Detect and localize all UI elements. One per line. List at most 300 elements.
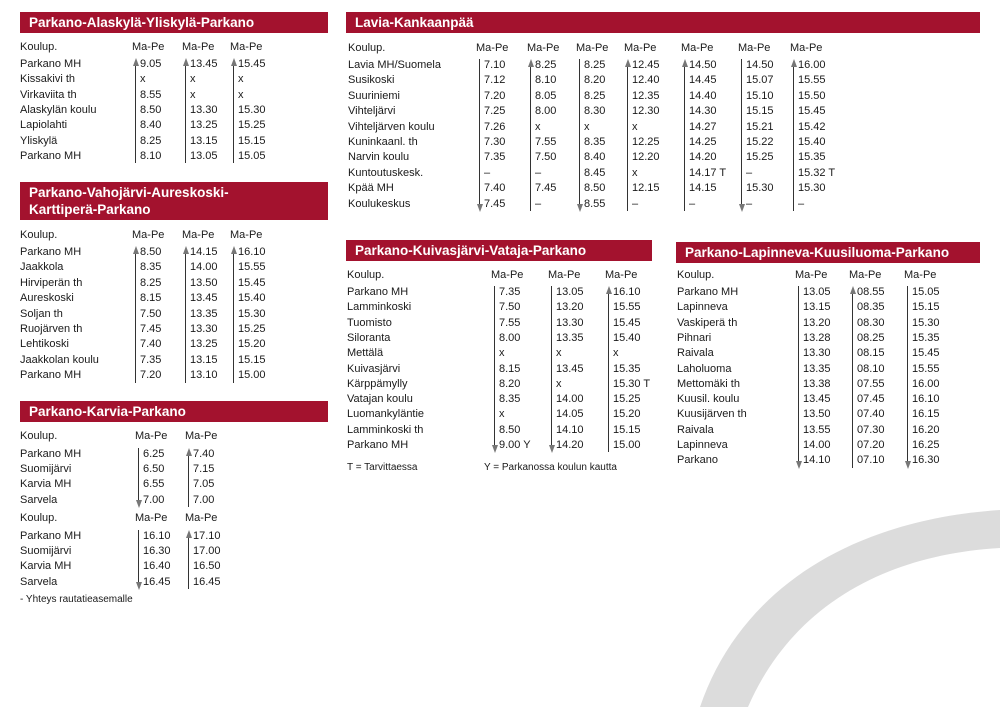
departure-time: 14.20 [689, 151, 717, 164]
departure-time: 13.50 [190, 276, 218, 289]
header-koulup: Koulup. [20, 430, 58, 442]
header-weekday: Ma-Pe [681, 42, 714, 54]
header-weekday: Ma-Pe [185, 430, 218, 442]
departure-time: 13.45 [803, 393, 831, 406]
departure-time: 08.35 [857, 301, 885, 314]
departure-time: 16.00 [912, 377, 940, 390]
departure-time: 15.15 [613, 423, 641, 436]
arrow-up-icon [682, 59, 688, 67]
departure-time: 15.50 [798, 89, 826, 102]
departure-time: 15.30 [912, 316, 940, 329]
departure-time: – [746, 166, 753, 179]
direction-line [494, 286, 495, 446]
departure-time: 16.10 [613, 286, 641, 298]
departure-time: 15.00 [238, 369, 266, 382]
header-weekday: Ma-Pe [790, 42, 823, 54]
direction-line [188, 536, 189, 589]
departure-time: 14.15 [689, 182, 717, 195]
stop-name: Karvia MH [20, 560, 72, 573]
departure-time: – [484, 166, 491, 179]
departure-time: 16.40 [143, 560, 171, 573]
direction-line [188, 454, 189, 507]
arrow-up-icon [231, 246, 237, 254]
stop-name: Lavia MH/Suomela [348, 59, 441, 71]
departure-time: 13.20 [556, 301, 584, 314]
arrow-up-icon [133, 58, 139, 66]
departure-time: 7.25 [484, 105, 506, 118]
departure-time: 7.45 [535, 182, 557, 195]
departure-time: 15.30 T [613, 377, 651, 390]
arrow-up-icon [183, 58, 189, 66]
departure-time: 16.30 [912, 454, 940, 467]
direction-line [138, 448, 139, 501]
departure-time: 8.10 [140, 149, 162, 162]
section-title: Lavia-Kankaanpää [346, 12, 980, 33]
departure-time: 07.20 [857, 439, 885, 451]
arrow-up-icon [186, 448, 192, 456]
stop-name: Parkano MH [20, 448, 82, 460]
stop-name: Mettälä [347, 347, 384, 360]
direction-line [608, 292, 609, 452]
departure-time: 8.20 [584, 74, 606, 87]
stop-name: Vatajan koulu [347, 393, 413, 406]
departure-time: 12.35 [632, 89, 660, 102]
departure-time: 8.25 [584, 59, 606, 71]
stop-name: Parkano MH [20, 58, 82, 70]
departure-time: 14.40 [689, 89, 717, 102]
stop-name: Jaakkolan koulu [20, 353, 99, 366]
departure-time: 07.40 [857, 408, 885, 421]
departure-time: 16.20 [912, 423, 940, 436]
legend-koulun-kautta: Y = Parkanossa koulun kautta [484, 462, 617, 473]
section-title [20, 182, 328, 220]
stop-name: Virkaviita th [20, 88, 77, 101]
departure-time: 13.05 [190, 149, 218, 162]
stop-name: Mettomäki th [677, 377, 740, 390]
header-weekday: Ma-Pe [185, 512, 218, 524]
departure-time: 9.05 [140, 58, 162, 70]
departure-time: 08.10 [857, 362, 885, 375]
departure-time: 8.25 [140, 276, 162, 289]
arrow-down-icon [739, 204, 745, 212]
departure-time: 16.15 [912, 408, 940, 421]
departure-time: 13.15 [803, 301, 831, 314]
stop-name: Parkano MH [347, 286, 409, 298]
stop-name: Raivala [677, 423, 714, 436]
departure-time: 8.20 [499, 377, 521, 390]
departure-time: 08.55 [857, 286, 885, 298]
stop-name: Kuninkaanl. th [348, 136, 418, 148]
stop-name: Vaskiperä th [677, 316, 738, 329]
departure-time: 15.25 [746, 151, 774, 164]
departure-time: 15.30 [238, 307, 266, 320]
departure-time: 13.35 [556, 331, 584, 344]
direction-line [479, 59, 480, 205]
departure-time: 14.10 [556, 423, 584, 436]
departure-time: 6.50 [143, 463, 165, 476]
departure-time: 08.15 [857, 347, 885, 360]
stop-name: Kuusil. koulu [677, 393, 740, 406]
departure-time: 14.27 [689, 120, 717, 133]
departure-time: x [584, 120, 590, 133]
departure-time: x [632, 120, 638, 133]
departure-time: 13.38 [803, 377, 831, 390]
departure-time: 8.55 [140, 88, 162, 101]
header-weekday: Ma-Pe [904, 269, 937, 281]
departure-time: 8.35 [499, 393, 521, 406]
header-weekday: Ma-Pe [576, 42, 609, 54]
departure-time: x [556, 377, 562, 390]
departure-time: 15.55 [912, 362, 940, 375]
header-weekday: Ma-Pe [849, 269, 882, 281]
stop-name: Koulukeskus [348, 197, 411, 210]
departure-time: 16.45 [193, 575, 221, 588]
stop-name: Sarvela [20, 493, 58, 506]
departure-time: 15.35 [912, 331, 940, 344]
departure-time: 15.45 [798, 105, 826, 118]
departure-time: 15.45 [912, 347, 940, 360]
arrow-down-icon [577, 204, 583, 212]
header-koulup: Koulup. [677, 269, 715, 281]
departure-time: 14.20 [556, 439, 584, 451]
header-weekday: Ma-Pe [795, 269, 828, 281]
direction-line [135, 64, 136, 163]
departure-time: 16.45 [143, 575, 171, 588]
departure-time: 8.10 [535, 74, 557, 87]
departure-time: 15.35 [798, 151, 826, 164]
stop-name: Parkano MH [677, 286, 739, 298]
section-title-line-1: Parkano-Vahojärvi-Aureskoski- [29, 185, 229, 200]
stop-name: Kärppämylly [347, 377, 408, 390]
departure-time: 13.35 [803, 362, 831, 375]
departure-time: – [689, 197, 696, 210]
stop-name: Vihteljärvi [348, 105, 396, 118]
departure-time: – [535, 166, 542, 179]
arrow-up-icon [186, 530, 192, 538]
direction-line [135, 252, 136, 383]
departure-time: x [499, 408, 505, 421]
arrow-down-icon [905, 461, 911, 469]
departure-time: 08.30 [857, 316, 885, 329]
stop-name: Parkano [677, 454, 718, 467]
departure-time: 14.17 T [689, 166, 727, 179]
departure-time: 13.50 [803, 408, 831, 421]
departure-time: 15.25 [613, 393, 641, 406]
direction-line [684, 65, 685, 211]
departure-time: 15.00 [613, 439, 641, 451]
departure-time: 8.50 [140, 246, 162, 258]
departure-time: 8.15 [499, 362, 521, 375]
departure-time: x [535, 120, 541, 133]
stop-name: Aureskoski [20, 292, 74, 305]
departure-time: x [632, 166, 638, 179]
direction-line [798, 286, 799, 462]
departure-time: 7.12 [484, 74, 506, 87]
departure-time: 7.50 [535, 151, 557, 164]
departure-time: 12.40 [632, 74, 660, 87]
departure-time: 8.35 [140, 261, 162, 274]
timetable-parkano-lapinneva [676, 242, 980, 263]
departure-time: 14.45 [689, 74, 717, 87]
legend-tarvittaessa: T = Tarvittaessa [347, 462, 418, 473]
arrow-up-icon [606, 286, 612, 294]
timetable-parkano-kuivasjarvi [346, 240, 652, 261]
departure-time: 07.30 [857, 423, 885, 436]
departure-time: 7.00 [193, 493, 215, 506]
header-weekday: Ma-Pe [548, 269, 581, 281]
header-weekday: Ma-Pe [230, 229, 263, 241]
departure-time: 8.40 [140, 119, 162, 132]
departure-time: 7.35 [140, 353, 162, 366]
departure-time: 14.30 [689, 105, 717, 118]
departure-time: 8.30 [584, 105, 606, 118]
departure-time: 6.25 [143, 448, 165, 460]
departure-time: 13.55 [803, 423, 831, 436]
stop-name: Parkano MH [20, 369, 82, 382]
stop-name: Lapinneva [677, 439, 728, 451]
stop-name: Lapiolahti [20, 119, 68, 132]
departure-time: 12.15 [632, 182, 660, 195]
departure-time: 15.35 [613, 362, 641, 375]
header-weekday: Ma-Pe [605, 269, 638, 281]
departure-time: 07.10 [857, 454, 885, 467]
arrow-up-icon [791, 59, 797, 67]
departure-time: 13.35 [190, 307, 218, 320]
stop-name: Ruojärven th [20, 323, 83, 335]
stop-name: Lamminkoski th [347, 423, 424, 436]
departure-time: 15.30 [798, 182, 826, 195]
departure-time: 15.15 [238, 353, 266, 366]
header-weekday: Ma-Pe [132, 229, 165, 241]
stop-name: Susikoski [348, 74, 395, 87]
stop-name: Luomankyläntie [347, 408, 425, 421]
departure-time: 15.45 [613, 316, 641, 329]
arrow-down-icon [477, 204, 483, 212]
stop-name: Hirviperän th [20, 276, 83, 289]
direction-line [741, 59, 742, 205]
departure-time: 13.15 [190, 134, 218, 147]
header-weekday: Ma-Pe [738, 42, 771, 54]
departure-time: 15.30 [238, 103, 266, 116]
timetable-parkano-alaskyla [20, 12, 328, 33]
departure-time: 13.05 [803, 286, 831, 298]
departure-time: 8.25 [535, 59, 557, 71]
arrow-up-icon [133, 246, 139, 254]
stop-name: Lapinneva [677, 301, 728, 314]
stop-name: Kuntoutuskesk. [348, 166, 424, 179]
departure-time: 7.50 [140, 307, 162, 320]
header-weekday: Ma-Pe [132, 41, 165, 53]
departure-time: 8.55 [584, 197, 606, 210]
departure-time: 13.45 [190, 292, 218, 305]
departure-time: 8.40 [584, 151, 606, 164]
departure-time: 17.00 [193, 545, 221, 558]
stop-name: Pihnari [677, 331, 712, 344]
stop-name: Kuusijärven th [677, 408, 747, 421]
section-title-line-2: Karttiperä-Parkano [29, 202, 151, 217]
departure-time: 14.00 [556, 393, 584, 406]
departure-time: 7.30 [484, 136, 506, 148]
direction-line [530, 65, 531, 211]
departure-time: 7.35 [484, 151, 506, 164]
header-weekday: Ma-Pe [476, 42, 509, 54]
stop-name: Siloranta [347, 331, 391, 344]
stop-name: Suuriniemi [348, 89, 400, 102]
departure-time: 8.50 [584, 182, 606, 195]
direction-line [852, 292, 853, 468]
departure-time: 16.10 [238, 246, 266, 258]
arrow-up-icon [528, 59, 534, 67]
arrow-down-icon [549, 445, 555, 453]
departure-time: 13.25 [190, 338, 218, 351]
departure-time: 7.26 [484, 120, 506, 133]
departure-time: 15.30 [746, 182, 774, 195]
departure-time: 16.30 [143, 545, 171, 558]
departure-time: 14.05 [556, 408, 584, 421]
departure-time: 8.00 [535, 105, 557, 118]
departure-time: 15.20 [613, 408, 641, 421]
header-weekday: Ma-Pe [182, 41, 215, 53]
departure-time: 13.45 [556, 362, 584, 375]
departure-time: 7.20 [484, 89, 506, 102]
stop-name: Kpää MH [348, 182, 394, 195]
departure-time: 8.25 [140, 134, 162, 147]
departure-time: 15.10 [746, 89, 774, 102]
section-title: Parkano-Kuivasjärvi-Vataja-Parkano [346, 240, 652, 261]
departure-time: 7.45 [140, 323, 162, 335]
departure-time: 15.21 [746, 120, 774, 133]
departure-time: 9.00 Y [499, 439, 531, 451]
departure-time: 8.50 [499, 423, 521, 436]
header-weekday: Ma-Pe [182, 229, 215, 241]
header-weekday: Ma-Pe [135, 512, 168, 524]
stop-name: Lamminkoski [347, 301, 412, 314]
departure-time: 7.00 [143, 493, 165, 506]
direction-line [233, 252, 234, 383]
direction-line [551, 286, 552, 446]
timetable-parkano-karvia [20, 401, 328, 422]
departure-time: x [190, 73, 196, 86]
stop-name: Parkano MH [347, 439, 409, 451]
departure-time: 12.30 [632, 105, 660, 118]
section-title: Parkano-Alaskylä-Yliskylä-Parkano [20, 12, 328, 33]
departure-time: 15.22 [746, 136, 774, 148]
departure-time: 8.25 [584, 89, 606, 102]
departure-time: 12.20 [632, 151, 660, 164]
departure-time: 8.50 [140, 103, 162, 116]
departure-time: 8.15 [140, 292, 162, 305]
direction-line [579, 59, 580, 205]
arrow-down-icon [136, 500, 142, 508]
departure-time: 8.05 [535, 89, 557, 102]
departure-time: – [798, 197, 805, 210]
stop-name: Lehtikoski [20, 338, 69, 351]
departure-time: – [535, 197, 542, 210]
departure-time: 13.30 [190, 323, 218, 335]
departure-time: 13.20 [803, 316, 831, 329]
departure-time: 12.45 [632, 59, 660, 71]
departure-time: 15.55 [238, 261, 266, 274]
departure-time: 16.25 [912, 439, 940, 451]
departure-time: 7.35 [499, 286, 521, 298]
departure-time: 12.25 [632, 136, 660, 148]
departure-time: 7.40 [140, 338, 162, 351]
header-weekday: Ma-Pe [491, 269, 524, 281]
departure-time: x [238, 88, 244, 101]
section-title: Parkano-Karvia-Parkano [20, 401, 328, 422]
departure-time: 14.00 [803, 439, 831, 451]
departure-time: 17.10 [193, 530, 221, 542]
header-weekday: Ma-Pe [624, 42, 657, 54]
stop-name: Soljan th [20, 307, 63, 320]
stop-name: Yliskylä [20, 134, 58, 147]
stop-name: Tuomisto [347, 316, 392, 329]
stop-name: Kuivasjärvi [347, 362, 401, 375]
departure-time: 15.05 [912, 286, 940, 298]
arrow-down-icon [136, 582, 142, 590]
departure-time: 14.15 [190, 246, 218, 258]
departure-time: 15.32 T [798, 166, 836, 179]
departure-time: x [613, 347, 619, 360]
header-koulup: Koulup. [20, 512, 58, 524]
departure-time: 6.55 [143, 478, 165, 491]
departure-time: 15.45 [238, 58, 266, 70]
direction-line [907, 286, 908, 462]
departure-time: x [238, 73, 244, 86]
departure-time: 7.45 [484, 197, 506, 210]
stop-name: Kissakivi th [20, 73, 76, 86]
departure-time: 14.10 [803, 454, 831, 467]
departure-time: 13.45 [190, 58, 218, 70]
departure-time: 7.50 [499, 301, 521, 314]
departure-time: 13.30 [190, 103, 218, 116]
departure-time: 07.45 [857, 393, 885, 406]
header-koulup: Koulup. [20, 41, 58, 53]
departure-time: 13.30 [556, 316, 584, 329]
departure-time: 16.50 [193, 560, 221, 573]
arrow-up-icon [231, 58, 237, 66]
departure-time: x [190, 88, 196, 101]
direction-line [185, 64, 186, 163]
departure-time: 13.15 [190, 353, 218, 366]
departure-time: 16.00 [798, 59, 826, 71]
stop-name: Karvia MH [20, 478, 72, 491]
departure-time: 13.28 [803, 331, 831, 344]
departure-time: 15.25 [238, 119, 266, 132]
direction-line [793, 65, 794, 211]
departure-time: 15.42 [798, 120, 826, 133]
direction-line [627, 65, 628, 211]
departure-time: 7.05 [193, 478, 215, 491]
departure-time: – [632, 197, 639, 210]
departure-time: 15.20 [238, 338, 266, 351]
departure-time: 7.10 [484, 59, 506, 71]
stop-name: Vihteljärven koulu [348, 120, 435, 133]
stop-name: Narvin koulu [348, 151, 410, 164]
stop-name: Laholuoma [677, 362, 732, 375]
departure-time: 7.15 [193, 463, 215, 476]
direction-line [233, 64, 234, 163]
departure-time: 13.25 [190, 119, 218, 132]
departure-time: 15.15 [238, 134, 266, 147]
departure-time: 15.40 [798, 136, 826, 148]
stop-name: Suomijärvi [20, 463, 72, 476]
departure-time: x [140, 73, 146, 86]
departure-time: 15.15 [746, 105, 774, 118]
departure-time: 08.25 [857, 331, 885, 344]
stop-name: Jaakkola [20, 261, 64, 274]
departure-time: 8.00 [499, 331, 521, 344]
